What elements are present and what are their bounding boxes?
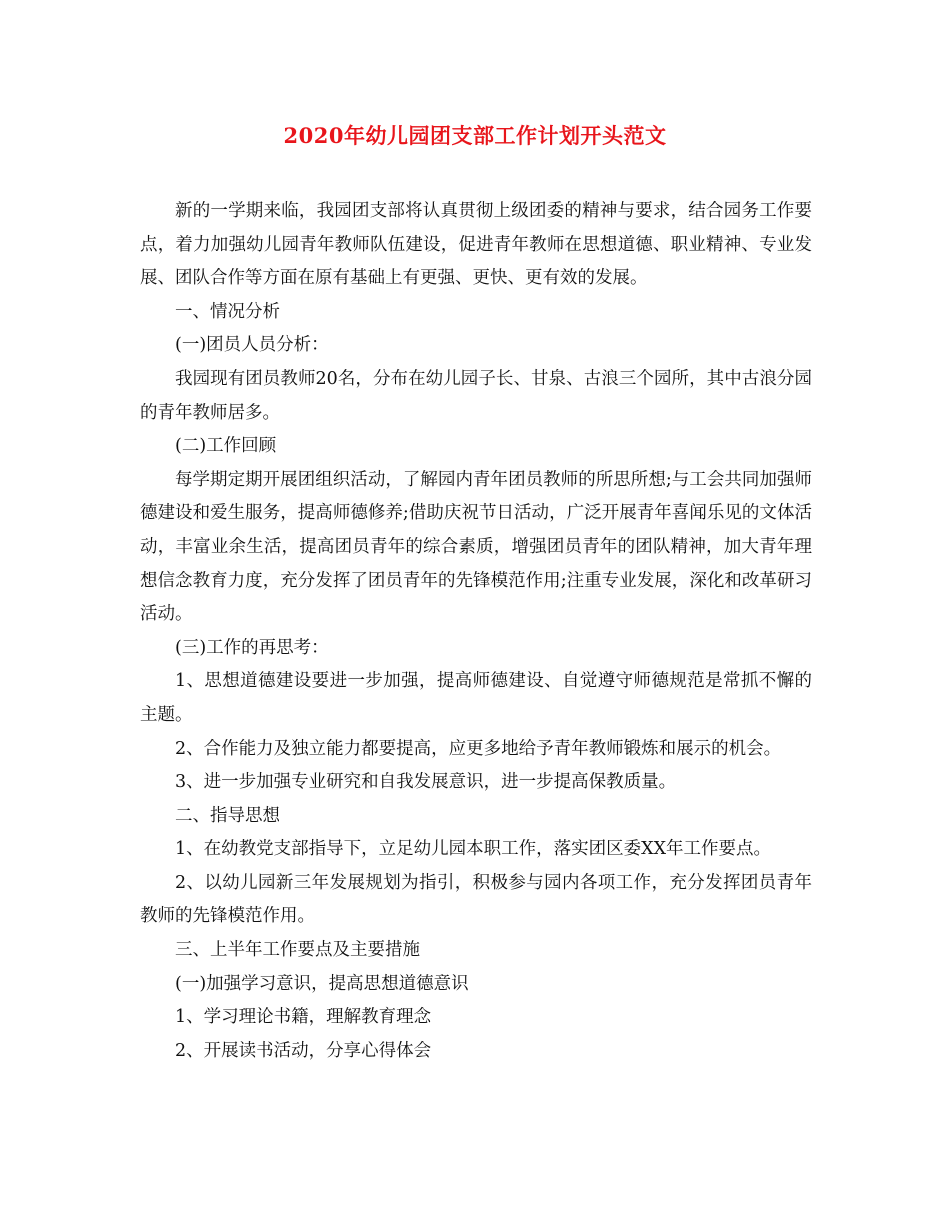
document-title: 2020年幼儿园团支部工作计划开头范文 [283,123,667,148]
section-heading: 三、上半年工作要点及主要措施 [175,940,420,961]
list-item: 2、以幼儿园新三年发展规划为指引，积极参与园内各项工作，充分发挥团员青年教师的先锋模范作用。 [140,872,812,927]
document-body [140,195,812,1068]
list-item: 2、开展读书活动，分享心得体会 [175,1040,432,1061]
list-item: 1、在幼教党支部指导下，立足幼儿园本职工作，落实团区委XX年工作要点。 [175,839,772,860]
subsection-heading: (一)团员人员分析： [175,335,329,356]
section-heading: 二、指导思想 [175,805,280,826]
paragraph: 我园现有团员教师20名，分布在幼儿园子长、甘泉、古浪三个园所，其中古浪分园的青年教师居多。 [140,368,812,423]
subsection-heading: (二)工作回顾 [175,436,277,457]
section-heading: 一、情况分析 [175,301,280,322]
paragraph-intro: 新的一学期来临，我园团支部将认真贯彻上级团委的精神与要求，结合园务工作要点，着力加强幼儿园青年教师队伍建设，促进青年教师在思想道德、职业精神、专业发展、团队合作等方面在原有基础上有更强、更快、更有效的发展。 [140,201,812,289]
subsection-heading: (三)工作的再思考： [175,637,329,658]
paragraph: 每学期定期开展团组织活动，了解园内青年团员教师的所思所想;与工会共同加强师德建设和爱生服务，提高师德修养;借助庆祝节日活动，广泛开展青年喜闻乐见的文体活动，丰富业余生活，提高团员青年的综合素质，增强团员青年的团队精神，加大青年理想信念教育力度，充分发挥了团员青年的先锋模范作用;注重专业发展，深化和改革研习活动。 [140,469,812,625]
list-item: 1、思想道德建设要进一步加强，提高师德建设、自觉遵守师德规范是常抓不懈的主题。 [140,671,812,725]
list-item: 3、进一步加强专业研究和自我发展意识，进一步提高保教质量。 [175,772,677,793]
list-item: 2、合作能力及独立能力都要提高，应更多地给予青年教师锻炼和展示的机会。 [175,738,782,759]
subsection-heading: (一)加强学习意识，提高思想道德意识 [175,973,469,994]
list-item: 1、学习理论书籍，理解教育理念 [175,1007,432,1028]
